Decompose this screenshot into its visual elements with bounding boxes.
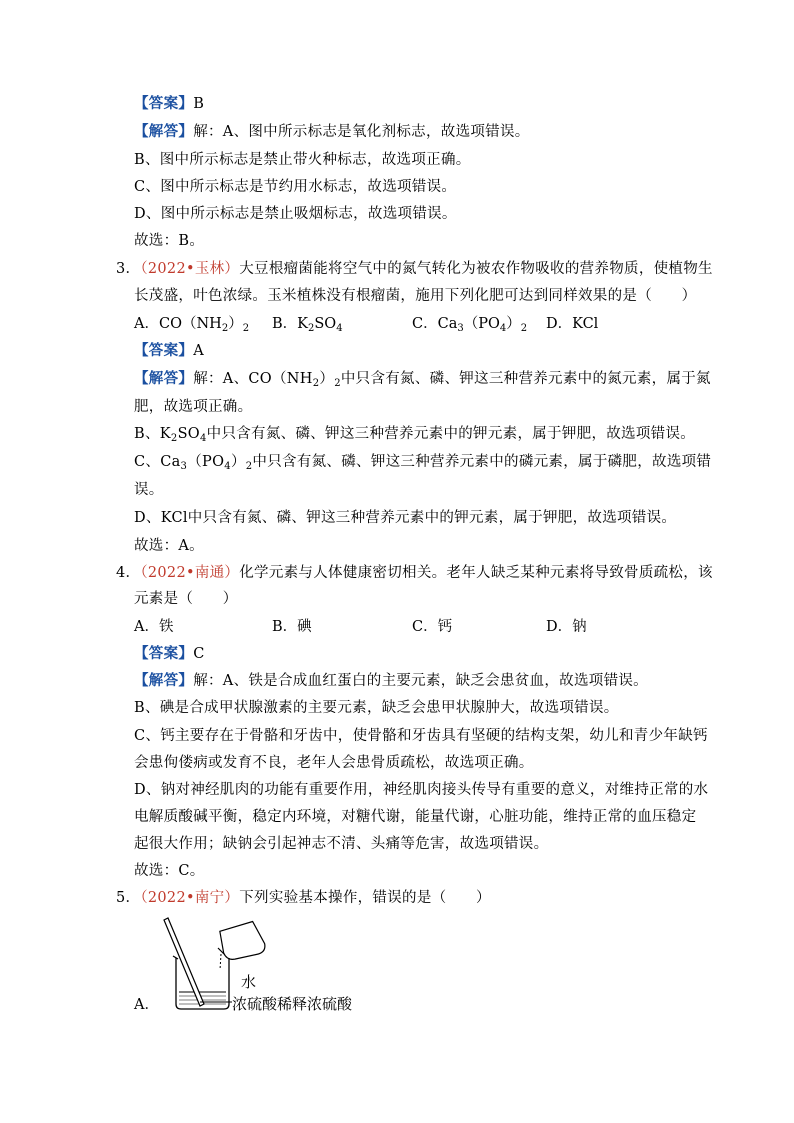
q2-analysis-line: D、图中所示标志是禁止吸烟标志，故选项错误。 — [134, 206, 457, 222]
q4-analysis-line: C、钙主要存在于骨骼和牙齿中，使骨骼和牙齿具有坚硬的结构支架，幼儿和青少年缺钙 — [134, 728, 708, 744]
q3-option-d: D．KCl — [546, 316, 599, 332]
q3-analysis-line: 肥，故选项正确。 — [134, 399, 253, 415]
q3-conclusion: 故选：A。 — [134, 538, 204, 554]
question-stem: 化学元素与人体健康密切相关。老年人缺乏某种元素将导致骨质疏松，该 — [239, 565, 713, 581]
q3-option-c: C．$Ca_3(PO_4)_2$ — [412, 316, 528, 334]
question-source: （2022•南通） — [140, 565, 240, 581]
q4-analysis-line: 起很大作用；缺钠会引起神志不清、头痛等危害，故选项错误。 — [134, 836, 549, 852]
analysis-tag: 【解答】 — [134, 123, 194, 140]
q2-answer-line — [134, 94, 204, 114]
q2-analysis-line: B、图中所示标志是禁止带火种标志，故选项正确。 — [134, 152, 471, 168]
q4-option-b: B．碘 — [272, 619, 312, 635]
analysis-tag: 【解答】 — [134, 672, 194, 689]
q2-analysis-line — [134, 122, 530, 142]
q3-analysis-line: 误。 — [134, 482, 164, 498]
answer-value: C — [193, 646, 205, 662]
q5-stem — [116, 888, 491, 908]
answer-value: B — [193, 96, 205, 112]
answer-tag: 【答案】 — [134, 645, 194, 662]
question-number: 4． — [116, 565, 141, 581]
water-label: 水 — [241, 973, 257, 991]
q4-analysis-line: 会患佝偻病或发育不良，老年人会患骨质疏松，故选项正确。 — [134, 755, 534, 771]
acid-label: 浓硫酸 — [232, 995, 278, 1013]
glass-rod — [164, 918, 204, 1006]
q4-analysis-line: 电解质酸碱平衡，稳定内环境，对糖代谢，能量代谢，心脏功能，维持正常的血压稳定 — [134, 809, 697, 825]
figure-caption: 稀释浓硫酸 — [277, 995, 353, 1013]
q3-analysis-line: D、KCl中只含有氮、磷、钾这三种营养元素中的钾元素，属于钾肥，故选项错误。 — [134, 510, 677, 526]
q3-analysis-line: C、$Ca_3(PO_4)_2$中只含有氮、磷、钾这三种营养元素中的磷元素，属于磷肥，故选项错 — [134, 454, 712, 472]
q3-stem-cont: 长茂盛，叶色浓绿。玉米植株没有根瘤菌，施用下列化肥可达到同样效果的是（ ） — [134, 288, 697, 304]
q2-analysis-line: C、图中所示标志是节约用水标志，故选项错误。 — [134, 179, 457, 195]
q5-option-a-label: A． — [134, 997, 159, 1013]
question-stem: 大豆根瘤菌能将空气中的氮气转化为被农作物吸收的营养物质，使植物生 — [239, 261, 713, 277]
answer-tag: 【答案】 — [134, 342, 194, 359]
pouring-cup — [219, 920, 266, 961]
question-source: （2022•南宁） — [140, 890, 240, 906]
q4-option-d: D．钠 — [546, 619, 587, 635]
q3-analysis-line: B、$K_2SO_4$中只含有氮、磷、钾这三种营养元素中的钾元素，属于钾肥，故选项错误。 — [134, 426, 696, 444]
q4-analysis-line: D、钠对神经肌肉的功能有重要作用，神经肌肉接头传导有重要的意义，对维持正常的水 — [134, 782, 709, 798]
question-number: 5． — [116, 890, 141, 906]
q4-option-a: A．铁 — [134, 619, 174, 635]
answer-tag: 【答案】 — [134, 95, 194, 112]
question-stem: 下列实验基本操作，错误的是（ ） — [239, 890, 491, 906]
q3-option-a: A．$CO(NH_2)_2$ — [134, 316, 250, 334]
q4-stem — [116, 563, 713, 583]
q3-answer-line — [134, 341, 204, 361]
water-stream — [220, 954, 221, 970]
q4-stem-cont: 元素是（ ） — [134, 591, 238, 607]
q4-analysis-line: B、碘是合成甲状腺激素的主要元素，缺乏会患甲状腺肿大，故选项错误。 — [134, 700, 619, 716]
analysis-tag: 【解答】 — [134, 370, 194, 387]
q4-answer-line — [134, 644, 205, 664]
q3-analysis-line: 【解答】解：A、$CO(NH_2)_2$中只含有氮、磷、钾这三种营养元素中的氮元素，属于氮 — [134, 370, 711, 389]
q3-stem — [116, 259, 713, 279]
answer-value: A — [193, 343, 204, 359]
question-source: （2022•玉林） — [140, 261, 240, 277]
q4-analysis-line: 【解答】解：A、铁是合成血红蛋白的主要元素，缺乏会患贫血，故选项错误。 — [134, 672, 648, 689]
q4-option-c: C．钙 — [412, 619, 453, 635]
analysis-text: 解：A、图中所示标志是氧化剂标志，故选项错误。 — [193, 124, 530, 140]
question-number: 3． — [116, 261, 141, 277]
q3-option-b: B．$K_2SO_4$ — [272, 316, 343, 334]
figure-labels — [232, 993, 352, 1014]
q4-conclusion: 故选：C。 — [134, 863, 205, 879]
q2-conclusion: 故选：B。 — [134, 233, 205, 249]
